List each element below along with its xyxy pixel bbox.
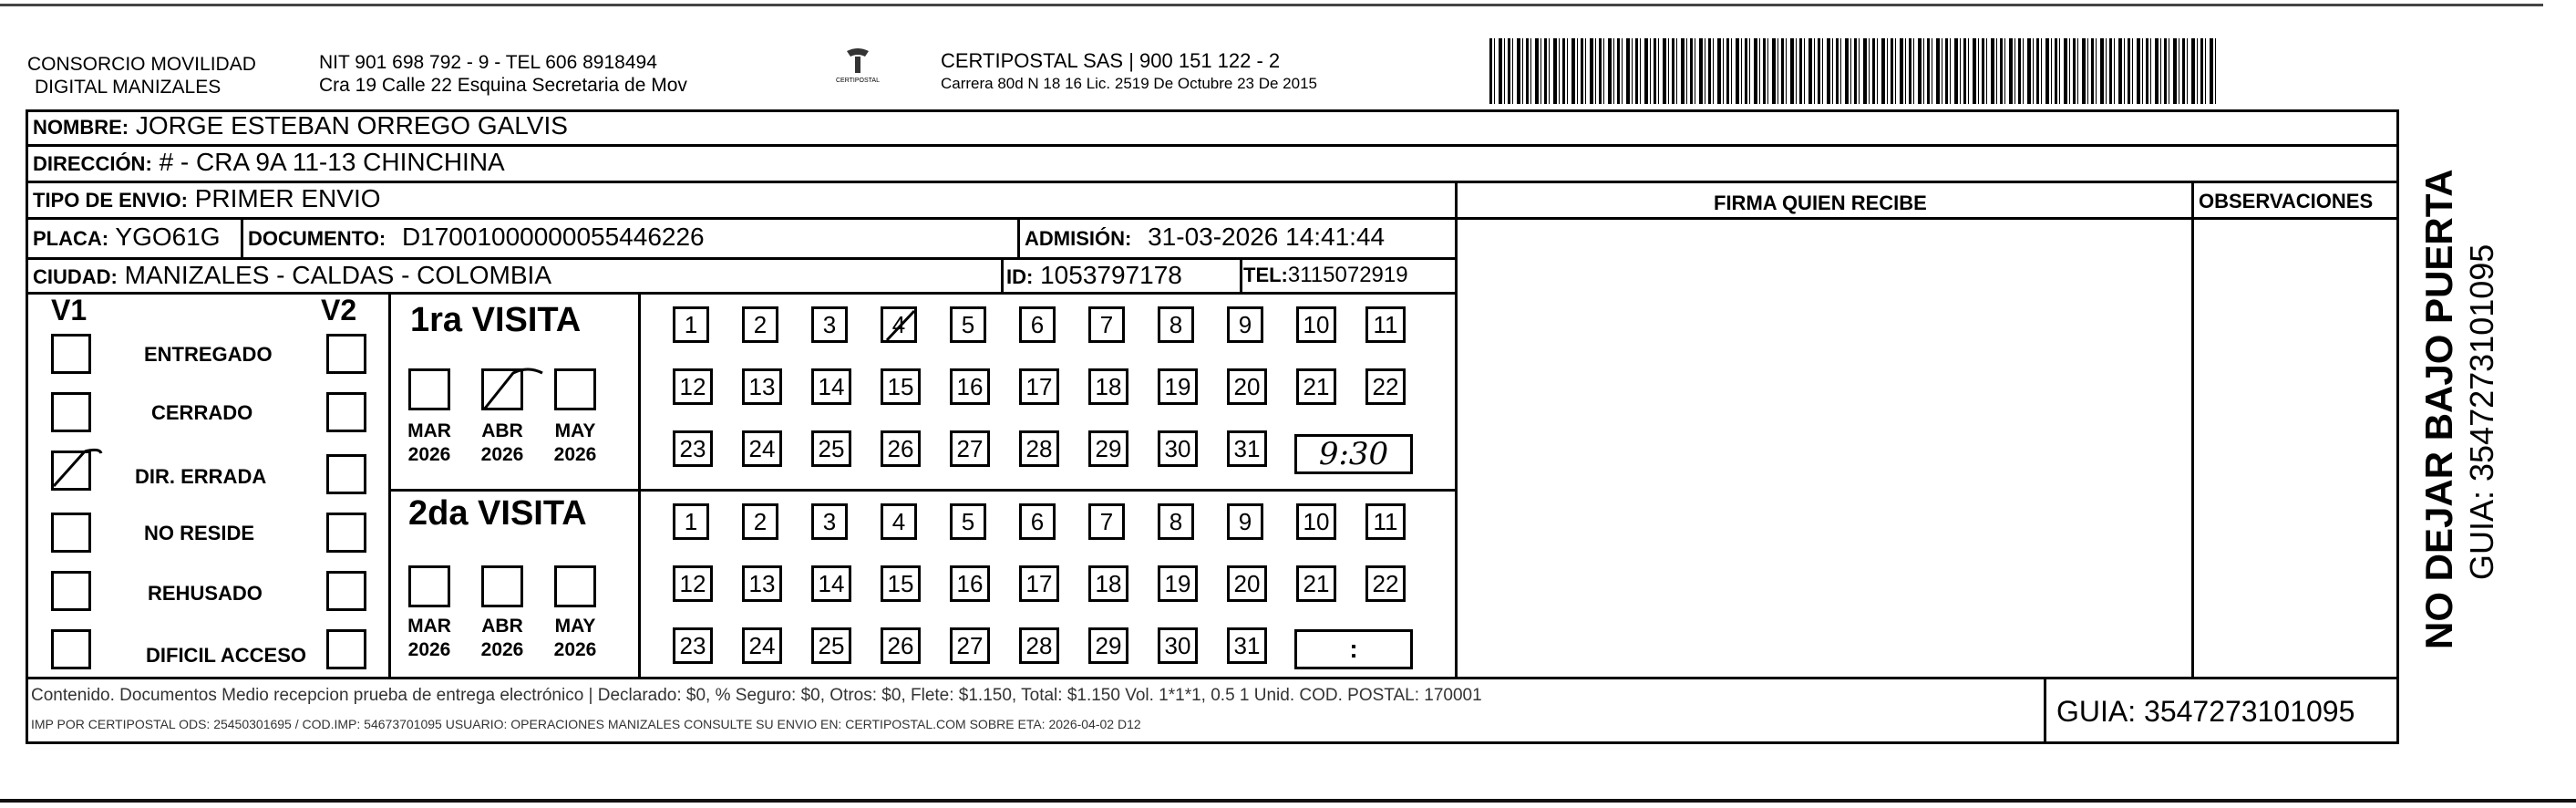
v1-checkbox-rehusado[interactable]	[51, 571, 91, 611]
day-box[interactable]: 10	[1296, 503, 1336, 540]
day-box[interactable]: 2	[742, 306, 778, 343]
admision-value: 31-03-2026 14:41:44	[1148, 223, 1386, 251]
visit2-month-mar-checkbox[interactable]	[408, 565, 450, 607]
day-box[interactable]: 11	[1365, 306, 1406, 343]
ciudad-field	[33, 261, 551, 290]
day-box[interactable]: 25	[811, 430, 851, 467]
day-box[interactable]: 17	[1019, 368, 1059, 405]
day-box[interactable]: 12	[673, 565, 713, 602]
month-label: MAY	[554, 616, 596, 637]
observaciones-header: OBSERVACIONES	[2199, 190, 2374, 212]
day-box[interactable]: 25	[811, 627, 851, 664]
day-box[interactable]: 19	[1158, 368, 1198, 405]
day-box[interactable]: 3	[811, 306, 848, 343]
v2-checkbox-no-reside[interactable]	[326, 513, 366, 553]
day-box[interactable]: 31	[1227, 430, 1267, 467]
nombre-field	[33, 111, 568, 140]
ciudad-value: MANIZALES - CALDAS - COLOMBIA	[124, 261, 551, 289]
nombre-value: JORGE ESTEBAN ORREGO GALVIS	[135, 111, 568, 140]
day-box[interactable]: 4	[881, 503, 917, 540]
v1-checkbox-dificil-acceso[interactable]	[51, 629, 91, 669]
v1-checkbox-dir-errada[interactable]	[51, 451, 91, 491]
day-box[interactable]: 30	[1158, 430, 1198, 467]
day-box[interactable]: 21	[1296, 368, 1336, 405]
status-label-cerrado: CERRADO	[151, 401, 253, 424]
tel-value: 3115072919	[1287, 263, 1408, 287]
certipostal-logo	[826, 46, 890, 102]
company-line2: DIGITAL MANIZALES	[35, 77, 222, 98]
day-box[interactable]: 23	[673, 627, 713, 664]
col-divider	[2044, 677, 2046, 744]
day-box[interactable]: 20	[1227, 565, 1267, 602]
day-box[interactable]: 7	[1088, 503, 1125, 540]
month-label: ABR	[481, 616, 523, 637]
day-box[interactable]: 27	[950, 430, 990, 467]
placa-value: YGO61G	[115, 223, 221, 251]
visit2-time-value: :	[1349, 635, 1358, 663]
id-field	[1006, 261, 1182, 290]
day-box[interactable]: 21	[1296, 565, 1336, 602]
documento-field	[248, 223, 705, 252]
nombre-label: NOMBRE:	[33, 116, 129, 139]
col-divider	[638, 292, 641, 679]
visit1-month-abr	[479, 420, 525, 467]
day-box[interactable]: 10	[1296, 306, 1336, 343]
courier-line1: CERTIPOSTAL SAS | 900 151 122 - 2	[941, 49, 1281, 72]
col-divider	[1001, 257, 1004, 292]
day-box[interactable]: 13	[742, 565, 782, 602]
v2-checkbox-entregado[interactable]	[326, 334, 366, 374]
tipo-envio-value: PRIMER ENVIO	[194, 184, 381, 212]
firma-header: FIRMA QUIEN RECIBE	[1714, 192, 1927, 214]
top-edge-line	[0, 4, 2543, 6]
documento-value: D17001000000055446226	[401, 223, 705, 251]
day-box[interactable]: 22	[1365, 368, 1406, 405]
month-label: ABR	[481, 420, 523, 441]
year-label: 2026	[553, 639, 597, 660]
row-divider	[1457, 217, 2399, 220]
day-box[interactable]: 4	[881, 306, 917, 343]
col-divider	[388, 292, 391, 679]
day-box[interactable]: 8	[1158, 503, 1194, 540]
day-box[interactable]: 13	[742, 368, 782, 405]
row-divider	[26, 181, 2399, 183]
day-box[interactable]: 3	[811, 503, 848, 540]
admision-label: ADMISIÓN:	[1025, 227, 1132, 250]
day-box[interactable]: 1	[673, 503, 709, 540]
visit1-title: 1ra VISITA	[410, 301, 582, 339]
tel-label: TEL:	[1243, 264, 1288, 286]
day-box[interactable]: 31	[1227, 627, 1267, 664]
nit-line: NIT 901 698 792 - 9 - TEL 606 8918494	[319, 52, 657, 73]
row-divider	[26, 292, 1455, 295]
day-box[interactable]: 12	[673, 368, 713, 405]
day-box[interactable]: 9	[1227, 306, 1263, 343]
day-box[interactable]: 15	[881, 565, 921, 602]
tipo-envio-field	[33, 184, 381, 213]
visit1-month-mar	[407, 420, 452, 467]
visit1-time-box[interactable]	[1294, 434, 1413, 474]
tipo-envio-label: TIPO DE ENVIO:	[33, 189, 188, 212]
v1-checkbox-entregado[interactable]	[51, 334, 91, 374]
day-box[interactable]: 26	[881, 430, 921, 467]
direccion-label: DIRECCIÓN:	[33, 152, 152, 175]
day-box[interactable]: 18	[1088, 565, 1128, 602]
visit2-month-may	[552, 615, 598, 662]
company-line1: CONSORCIO MOVILIDAD	[27, 54, 256, 75]
visit1-month-mar-checkbox[interactable]	[408, 368, 450, 410]
side-warning: NO DEJAR BAJO PUERTA	[2417, 169, 2460, 649]
day-box[interactable]: 28	[1019, 430, 1059, 467]
day-box[interactable]: 22	[1365, 565, 1406, 602]
day-box[interactable]: 14	[811, 368, 851, 405]
id-value: 1053797178	[1040, 261, 1182, 289]
v2-checkbox-dificil-acceso[interactable]	[326, 629, 366, 669]
status-label-dificil-acceso: DIFICIL ACCESO	[146, 644, 307, 667]
status-label-rehusado: REHUSADO	[148, 582, 263, 605]
day-box[interactable]: 9	[1227, 503, 1263, 540]
visit2-month-abr-checkbox[interactable]	[481, 565, 523, 607]
row-divider	[388, 489, 1455, 492]
month-label: MAY	[554, 420, 596, 441]
day-box[interactable]: 16	[950, 368, 990, 405]
day-box[interactable]: 2	[742, 503, 778, 540]
documento-label: DOCUMENTO:	[248, 227, 386, 250]
day-box[interactable]: 15	[881, 368, 921, 405]
direccion-field	[33, 148, 505, 177]
year-label: 2026	[407, 444, 451, 465]
day-box[interactable]: 14	[811, 565, 851, 602]
day-box[interactable]: 20	[1227, 368, 1267, 405]
day-box[interactable]: 27	[950, 627, 990, 664]
ciudad-label: CIUDAD:	[33, 265, 118, 288]
month-label: MAR	[407, 616, 451, 637]
placa-field	[33, 223, 221, 252]
placa-label: PLACA:	[33, 227, 109, 250]
day-box[interactable]: 29	[1088, 627, 1128, 664]
admision-field	[1025, 223, 1385, 252]
row-divider	[26, 144, 2399, 147]
day-box[interactable]: 6	[1019, 306, 1056, 343]
status-label-dir-errada: DIR. ERRADA	[135, 465, 267, 488]
v2-checkbox-cerrado[interactable]	[326, 392, 366, 432]
v2-checkbox-dir-errada[interactable]	[326, 454, 366, 494]
day-box[interactable]: 29	[1088, 430, 1128, 467]
status-label-entregado: ENTREGADO	[144, 343, 273, 366]
visit2-month-abr	[479, 615, 525, 662]
day-box[interactable]: 1	[673, 306, 709, 343]
day-box[interactable]: 26	[881, 627, 921, 664]
visit1-month-abr-checkbox[interactable]	[481, 368, 523, 410]
col-divider	[1017, 217, 1020, 257]
day-box[interactable]: 23	[673, 430, 713, 467]
status-label-no-reside: NO RESIDE	[144, 522, 255, 544]
barcode	[1489, 38, 2219, 104]
year-label: 2026	[407, 639, 451, 660]
day-box[interactable]: 5	[950, 306, 986, 343]
tel-field	[1243, 263, 1408, 288]
v2-checkbox-rehusado[interactable]	[326, 571, 366, 611]
footer-guia: GUIA: 3547273101095	[2056, 695, 2355, 728]
day-box[interactable]: 18	[1088, 368, 1128, 405]
v2-header: V2	[321, 294, 357, 326]
day-box[interactable]: 7	[1088, 306, 1125, 343]
col-divider	[2191, 181, 2194, 679]
v1-checkbox-cerrado[interactable]	[51, 392, 91, 432]
logo-text: CERTIPOSTAL	[836, 78, 880, 84]
day-box[interactable]: 30	[1158, 627, 1198, 664]
month-label: MAR	[407, 420, 451, 441]
courier-line2: Carrera 80d N 18 16 Lic. 2519 De Octubre 23 De 2015	[941, 75, 1317, 92]
company-name	[27, 53, 256, 98]
col-divider	[241, 217, 243, 257]
v1-header: V1	[51, 294, 88, 326]
day-box[interactable]: 24	[742, 430, 782, 467]
year-label: 2026	[480, 639, 524, 660]
handwritten-check-mark	[48, 444, 103, 490]
day-box[interactable]: 19	[1158, 565, 1198, 602]
day-box[interactable]: 17	[1019, 565, 1059, 602]
visit1-time-value: 9:30	[1318, 436, 1389, 472]
year-label: 2026	[480, 444, 524, 465]
footer-line2: IMP POR CERTIPOSTAL ODS: 25450301695 / COD.IMP: 54673701095 USUARIO: OPERACIONES MANIZALES CONSULTE SU ENVIO EN: CERTIPOSTAL.COM SOBRE ETA: 2026-04-02 D12	[31, 717, 1141, 731]
day-box[interactable]: 6	[1019, 503, 1056, 540]
bottom-edge-line	[0, 799, 2576, 803]
visit2-time-box[interactable]	[1294, 629, 1413, 669]
handwritten-check-mark	[480, 364, 544, 413]
id-label: ID:	[1006, 265, 1034, 288]
direccion-value: # - CRA 9A 11-13 CHINCHINA	[159, 148, 505, 176]
col-divider	[1240, 257, 1242, 292]
footer-line1: Contenido. Documentos Medio recepcion prueba de entrega electrónico | Declarado: $0, % Seguro: $0, Otros: $0, Flete: $1.150, Total: $1.150 Vol. 1*1*1, 0.5 1 Unid. COD. POSTAL: 170001	[31, 686, 1482, 705]
visit2-month-may-checkbox[interactable]	[554, 565, 596, 607]
day-box[interactable]: 8	[1158, 306, 1194, 343]
address-line: Cra 19 Calle 22 Esquina Secretaria de Mov	[319, 75, 687, 96]
visit1-month-may-checkbox[interactable]	[554, 368, 596, 410]
side-guia: GUIA: 3547273101095	[2463, 243, 2500, 580]
visit1-month-may	[552, 420, 598, 467]
col-divider	[1455, 181, 1458, 679]
visit2-month-mar	[407, 615, 452, 662]
day-box[interactable]: 28	[1019, 627, 1059, 664]
v1-checkbox-no-reside[interactable]	[51, 513, 91, 553]
day-box[interactable]: 11	[1365, 503, 1406, 540]
day-box[interactable]: 24	[742, 627, 782, 664]
day-box[interactable]: 16	[950, 565, 990, 602]
day-box[interactable]: 5	[950, 503, 986, 540]
courier-info	[941, 49, 1317, 93]
visit2-title: 2da VISITA	[408, 494, 587, 533]
year-label: 2026	[553, 444, 597, 465]
company-contact	[319, 51, 687, 97]
handwritten-mark	[881, 306, 922, 346]
